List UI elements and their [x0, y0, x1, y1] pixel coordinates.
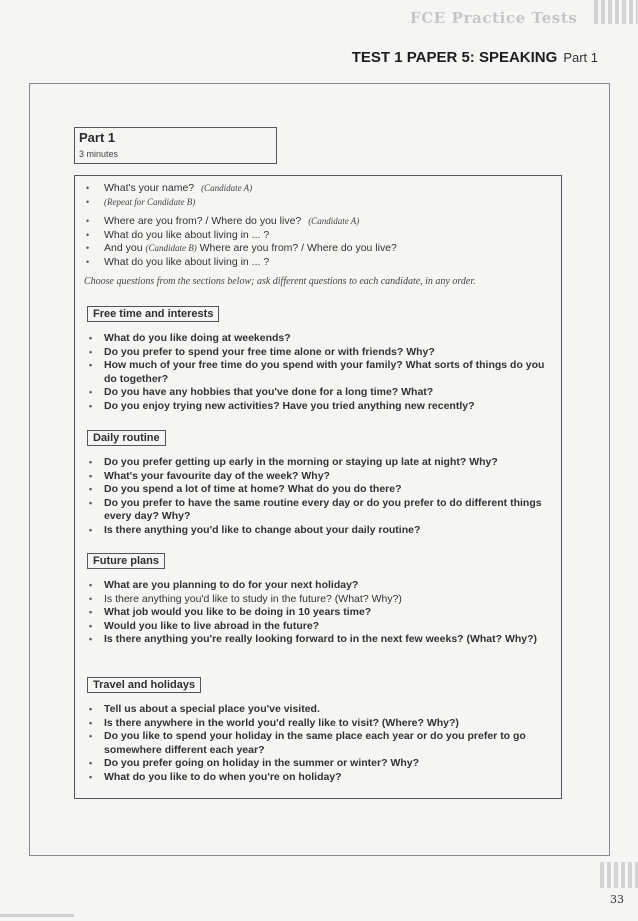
page-title [352, 49, 598, 66]
instruction-text: Choose questions from the sections below; ask different questions to each candidate, in any order. [84, 275, 476, 287]
section-heading: Daily routine [87, 430, 166, 446]
intro-questions [84, 182, 554, 287]
scan-mark [0, 914, 74, 917]
question-item: • What do you like to do when you're on holiday? [87, 771, 552, 785]
section-heading: Future plans [87, 553, 165, 569]
question-item: • What do you like doing at weekends? [87, 332, 552, 346]
page-number: 33 [610, 893, 624, 906]
list-item: • (Repeat for Candidate B) [84, 196, 554, 210]
question-item: • Do you prefer going on holiday in the summer or winter? Why? [87, 757, 552, 771]
part-box [74, 127, 277, 164]
question-item: • Is there anywhere in the world you'd really like to visit? (Where? Why?) [87, 717, 552, 731]
section-travel-holidays [87, 675, 552, 785]
section-heading: Travel and holidays [87, 677, 201, 693]
question-item: • What job would you like to be doing in 10 years time? [87, 606, 552, 620]
question-item: • Is there anything you'd like to study in the future? (What? Why?) [87, 593, 552, 607]
question-item: • Tell us about a special place you've visited. [87, 703, 552, 717]
question-item: • Do you enjoy trying new activities? Have you tried anything new recently? [87, 400, 552, 414]
question-item: • Do you prefer to spend your free time alone or with friends? Why? [87, 346, 552, 360]
list-item: • What do you like about living in ... ? [84, 256, 554, 270]
question-item: • Do you prefer getting up early in the morning or staying up late at night? Why? [87, 456, 552, 470]
question-item: • Is there anything you're really looking forward to in the next few weeks? (What? Why?) [87, 633, 552, 647]
question-item: • Do you have any hobbies that you've done for a long time? What? [87, 386, 552, 400]
question-item: • Would you like to live abroad in the future? [87, 620, 552, 634]
test-title: TEST 1 PAPER 5: SPEAKING [351, 49, 558, 66]
section-daily-routine [87, 428, 552, 538]
question-item: • Is there anything you'd like to change about your daily routine? [87, 524, 552, 538]
question-item: • Do you spend a lot of time at home? What do you do there? [87, 483, 552, 497]
question-item: • What are you planning to do for your next holiday? [87, 579, 552, 593]
question-item: • Do you prefer to have the same routine every day or do you prefer to do different things every day? Why? [87, 497, 552, 524]
section-heading: Free time and interests [87, 306, 219, 322]
footer-decoration-bars [600, 862, 638, 888]
section-free-time [87, 304, 552, 414]
list-item: • Where are you from? / Where do you live? (Candidate A) [84, 215, 554, 229]
list-item: • What's your name? (Candidate A) [84, 182, 554, 196]
question-item: • How much of your free time do you spend with your family? What sorts of things do you do together? [87, 359, 552, 386]
book-title: FCE Practice Tests [410, 9, 578, 27]
list-item: • And you (Candidate B) Where are you from? / Where do you live? [84, 242, 554, 256]
list-item: • What do you like about living in ... ? [84, 229, 554, 243]
part-title: Part 1 [79, 130, 116, 145]
header-decoration-bars [594, 0, 638, 24]
question-item: • What's your favourite day of the week? Why? [87, 470, 552, 484]
question-item: • Do you like to spend your holiday in the same place each year or do you prefer to go somewhere different each year? [87, 730, 552, 757]
part-duration: 3 minutes [79, 149, 119, 159]
part-label: Part 1 [563, 50, 598, 65]
section-future-plans [87, 551, 552, 647]
